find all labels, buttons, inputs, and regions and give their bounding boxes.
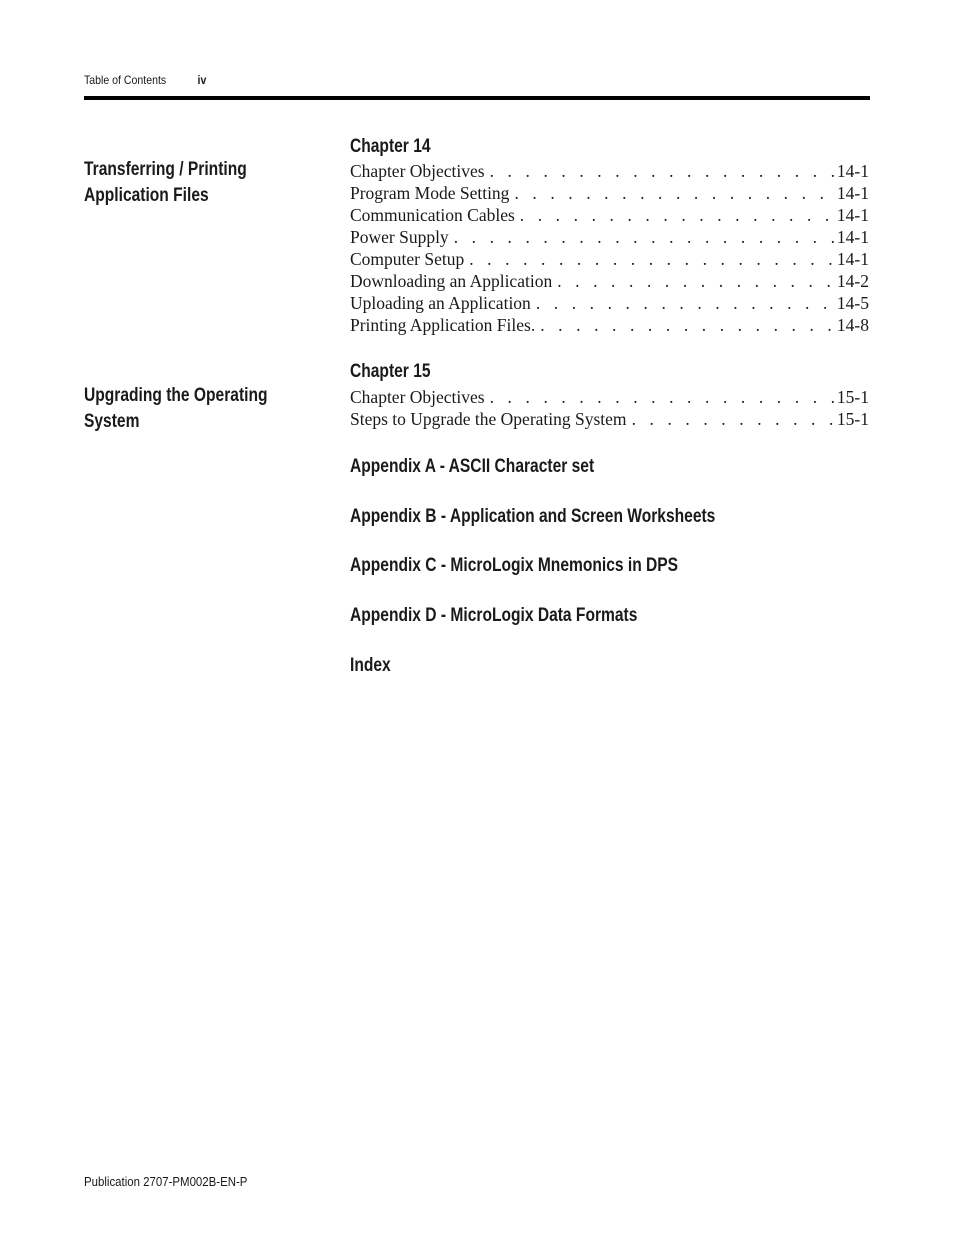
dot-leader xyxy=(632,408,834,430)
toc-entry-title: Communication Cables xyxy=(350,205,515,225)
toc-entry-page: 15-1 xyxy=(836,387,869,407)
toc-entry[interactable] xyxy=(350,314,869,336)
appendix-a-heading[interactable]: Appendix A - ASCII Character set xyxy=(350,456,595,477)
toc-entry[interactable] xyxy=(350,160,869,182)
toc-entry[interactable] xyxy=(350,248,869,270)
toc-entry-page: 14-1 xyxy=(836,183,869,203)
toc-entry[interactable] xyxy=(350,292,869,314)
dot-leader xyxy=(540,314,834,336)
toc-entry-page: 14-1 xyxy=(836,249,869,269)
appendix-c-heading[interactable]: Appendix C - MicroLogix Mnemonics in DPS xyxy=(350,555,679,576)
toc-entry[interactable] xyxy=(350,204,869,226)
dot-leader xyxy=(514,182,833,204)
header-rule xyxy=(84,96,870,100)
dot-leader xyxy=(490,160,834,182)
page-number: iv xyxy=(197,73,207,87)
dot-leader xyxy=(454,226,834,248)
dot-leader xyxy=(490,386,834,408)
toc-entry-title: Computer Setup xyxy=(350,249,465,269)
chapter-15-entries xyxy=(350,386,869,430)
toc-entry-title: Chapter Objectives xyxy=(350,387,485,407)
dot-leader xyxy=(536,292,834,314)
dot-leader xyxy=(520,204,834,226)
index-heading[interactable]: Index xyxy=(350,655,391,676)
toc-entry-page: 14-1 xyxy=(836,205,869,225)
running-title: Table of Contents xyxy=(84,73,167,87)
toc-entry[interactable] xyxy=(350,386,869,408)
toc-entry-title: Chapter Objectives xyxy=(350,161,485,181)
chapter-heading-15[interactable]: Chapter 15 xyxy=(350,361,431,382)
appendix-d-heading[interactable]: Appendix D - MicroLogix Data Formats xyxy=(350,605,638,626)
toc-entry[interactable] xyxy=(350,408,869,430)
dot-leader xyxy=(469,248,834,270)
toc-entry-page: 14-1 xyxy=(836,227,869,247)
chapter-14-entries xyxy=(350,160,869,336)
appendix-b-heading[interactable]: Appendix B - Application and Screen Worksheets xyxy=(350,506,716,527)
toc-entry-page: 14-2 xyxy=(836,271,869,291)
toc-entry-page: 14-8 xyxy=(836,315,869,335)
toc-entry[interactable] xyxy=(350,182,869,204)
toc-entry-title: Downloading an Application xyxy=(350,271,553,291)
toc-entry-title: Program Mode Setting xyxy=(350,183,510,203)
toc-entry-page: 15-1 xyxy=(836,409,869,429)
toc-entry[interactable] xyxy=(350,226,869,248)
publication-footer: Publication 2707-PM002B-EN-P xyxy=(84,1174,248,1189)
toc-entry-page: 14-1 xyxy=(836,161,869,181)
running-header xyxy=(84,73,207,87)
toc-entry-title: Printing Application Files. xyxy=(350,315,536,335)
toc-entry-title: Power Supply xyxy=(350,227,449,247)
dot-leader xyxy=(557,270,834,292)
toc-entry-title: Steps to Upgrade the Operating System xyxy=(350,409,627,429)
chapter-heading-14[interactable]: Chapter 14 xyxy=(350,136,431,157)
section-title-upgrading: Upgrading the Operating System xyxy=(84,385,268,432)
toc-entry-page: 14-5 xyxy=(836,293,869,313)
toc-entry[interactable] xyxy=(350,270,869,292)
section-title-transferring: Transferring / Printing Application Files xyxy=(84,159,247,206)
toc-entry-title: Uploading an Application xyxy=(350,293,531,313)
